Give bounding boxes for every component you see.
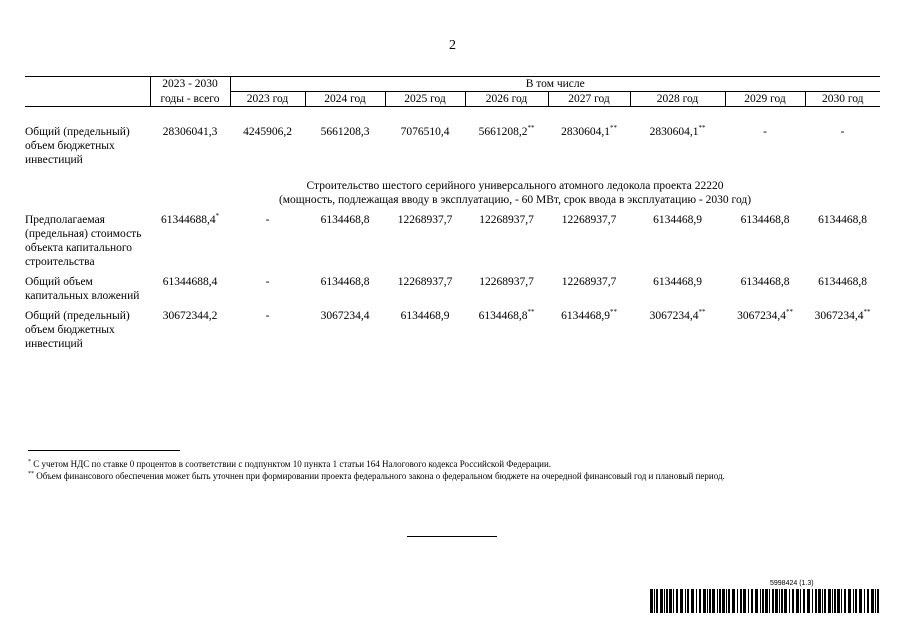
- row-label: Общий (предельный) объем бюджетных инвестиций: [25, 126, 130, 166]
- year-value: 6134468,8: [320, 276, 370, 288]
- header-row-1: [25, 77, 880, 92]
- year-value: 4245906,2: [243, 126, 292, 138]
- year-value: 12268937,7: [397, 214, 453, 226]
- year-value: -: [840, 126, 845, 138]
- year-header: 2025 год: [385, 92, 465, 107]
- row-total: 61344688,4*: [160, 212, 220, 226]
- total-label-header: годы - всего: [150, 92, 230, 107]
- year-value: -: [265, 276, 270, 288]
- header-row-2: [25, 92, 880, 107]
- year-value: 6134468,8: [740, 214, 790, 226]
- table-row: [25, 125, 880, 173]
- year-value: 7076510,4: [400, 126, 450, 138]
- year-header: 2028 год: [630, 92, 725, 107]
- year-value: 6134468,8: [740, 276, 790, 288]
- year-value: 6134468,8**: [478, 308, 535, 322]
- row-label: Общий объем капитальных вложений: [25, 276, 140, 302]
- row-total: 28306041,3: [162, 126, 218, 138]
- year-header: 2030 год: [805, 92, 880, 107]
- table-row: [25, 309, 880, 357]
- total-period-header: 2023 - 2030: [150, 77, 230, 92]
- year-value: 5661208,2**: [478, 124, 535, 138]
- year-header: 2024 год: [305, 92, 385, 107]
- year-value: 12268937,7: [561, 276, 617, 288]
- table-row: [25, 213, 880, 275]
- end-separator: [407, 536, 497, 537]
- section-title: Строительство шестого серийного универсального атомного ледокола проекта 22220: [306, 180, 724, 192]
- year-value: 3067234,4**: [814, 308, 871, 322]
- year-value: 6134468,8: [818, 214, 867, 226]
- year-value: 2830604,1**: [649, 124, 706, 138]
- footnote-separator: [28, 450, 180, 451]
- row-label: Предполагаемая (предельная) стоимость объекта капитального строительства: [25, 214, 142, 268]
- year-value: 6134468,9**: [561, 308, 617, 322]
- year-value: 6134468,9: [653, 214, 702, 226]
- year-value: 12268937,7: [561, 214, 617, 226]
- barcode-label: 5998424 (1.3): [770, 580, 814, 587]
- row-total: 30672344,2: [162, 310, 218, 322]
- page-number: 2: [449, 38, 456, 53]
- year-header: 2026 год: [465, 92, 548, 107]
- year-value: 12268937,7: [479, 276, 534, 288]
- year-header: 2029 год: [725, 92, 805, 107]
- table-row: [25, 275, 880, 309]
- year-value: 3067234,4**: [737, 308, 793, 322]
- year-value: 6134468,8: [818, 276, 867, 288]
- section-subtitle: (мощность, подлежащая вводу в эксплуатацию, - 60 МВт, срок ввода в эксплуатацию - 2030 год): [278, 194, 752, 206]
- year-header: 2023 год: [230, 92, 305, 107]
- year-value: 3067234,4: [320, 310, 370, 322]
- year-value: 2830604,1**: [561, 124, 617, 138]
- footnotes: [28, 458, 725, 482]
- year-value: 6134468,9: [400, 310, 450, 322]
- year-value: -: [265, 214, 270, 226]
- footnote: ** Объем финансового обеспечения может быть уточнен при формировании проекта федерального закона о федеральном бюджете на очередной финансовый год и плановый период.: [28, 471, 725, 481]
- year-value: 12268937,7: [479, 214, 534, 226]
- year-value: 12268937,7: [397, 276, 453, 288]
- year-value: 5661208,3: [320, 126, 370, 138]
- barcode: [650, 589, 880, 613]
- row-total: 61344688,4: [162, 276, 218, 288]
- year-value: -: [265, 310, 270, 322]
- year-header: 2027 год: [548, 92, 630, 107]
- investment-table: [25, 76, 880, 357]
- year-value: -: [763, 126, 767, 138]
- section-heading: [25, 173, 880, 213]
- row-label: Общий (предельный) объем бюджетных инвестиций: [25, 310, 130, 350]
- year-value: 3067234,4**: [649, 308, 706, 322]
- year-value: 6134468,8: [320, 214, 370, 226]
- footnote: * С учетом НДС по ставке 0 процентов в соответствии с подпунктом 10 пункта 1 статьи 164 Налогового кодекса Российской Федерации.: [28, 459, 552, 469]
- year-value: 6134468,9: [653, 276, 702, 288]
- group-header: В том числе: [230, 77, 880, 92]
